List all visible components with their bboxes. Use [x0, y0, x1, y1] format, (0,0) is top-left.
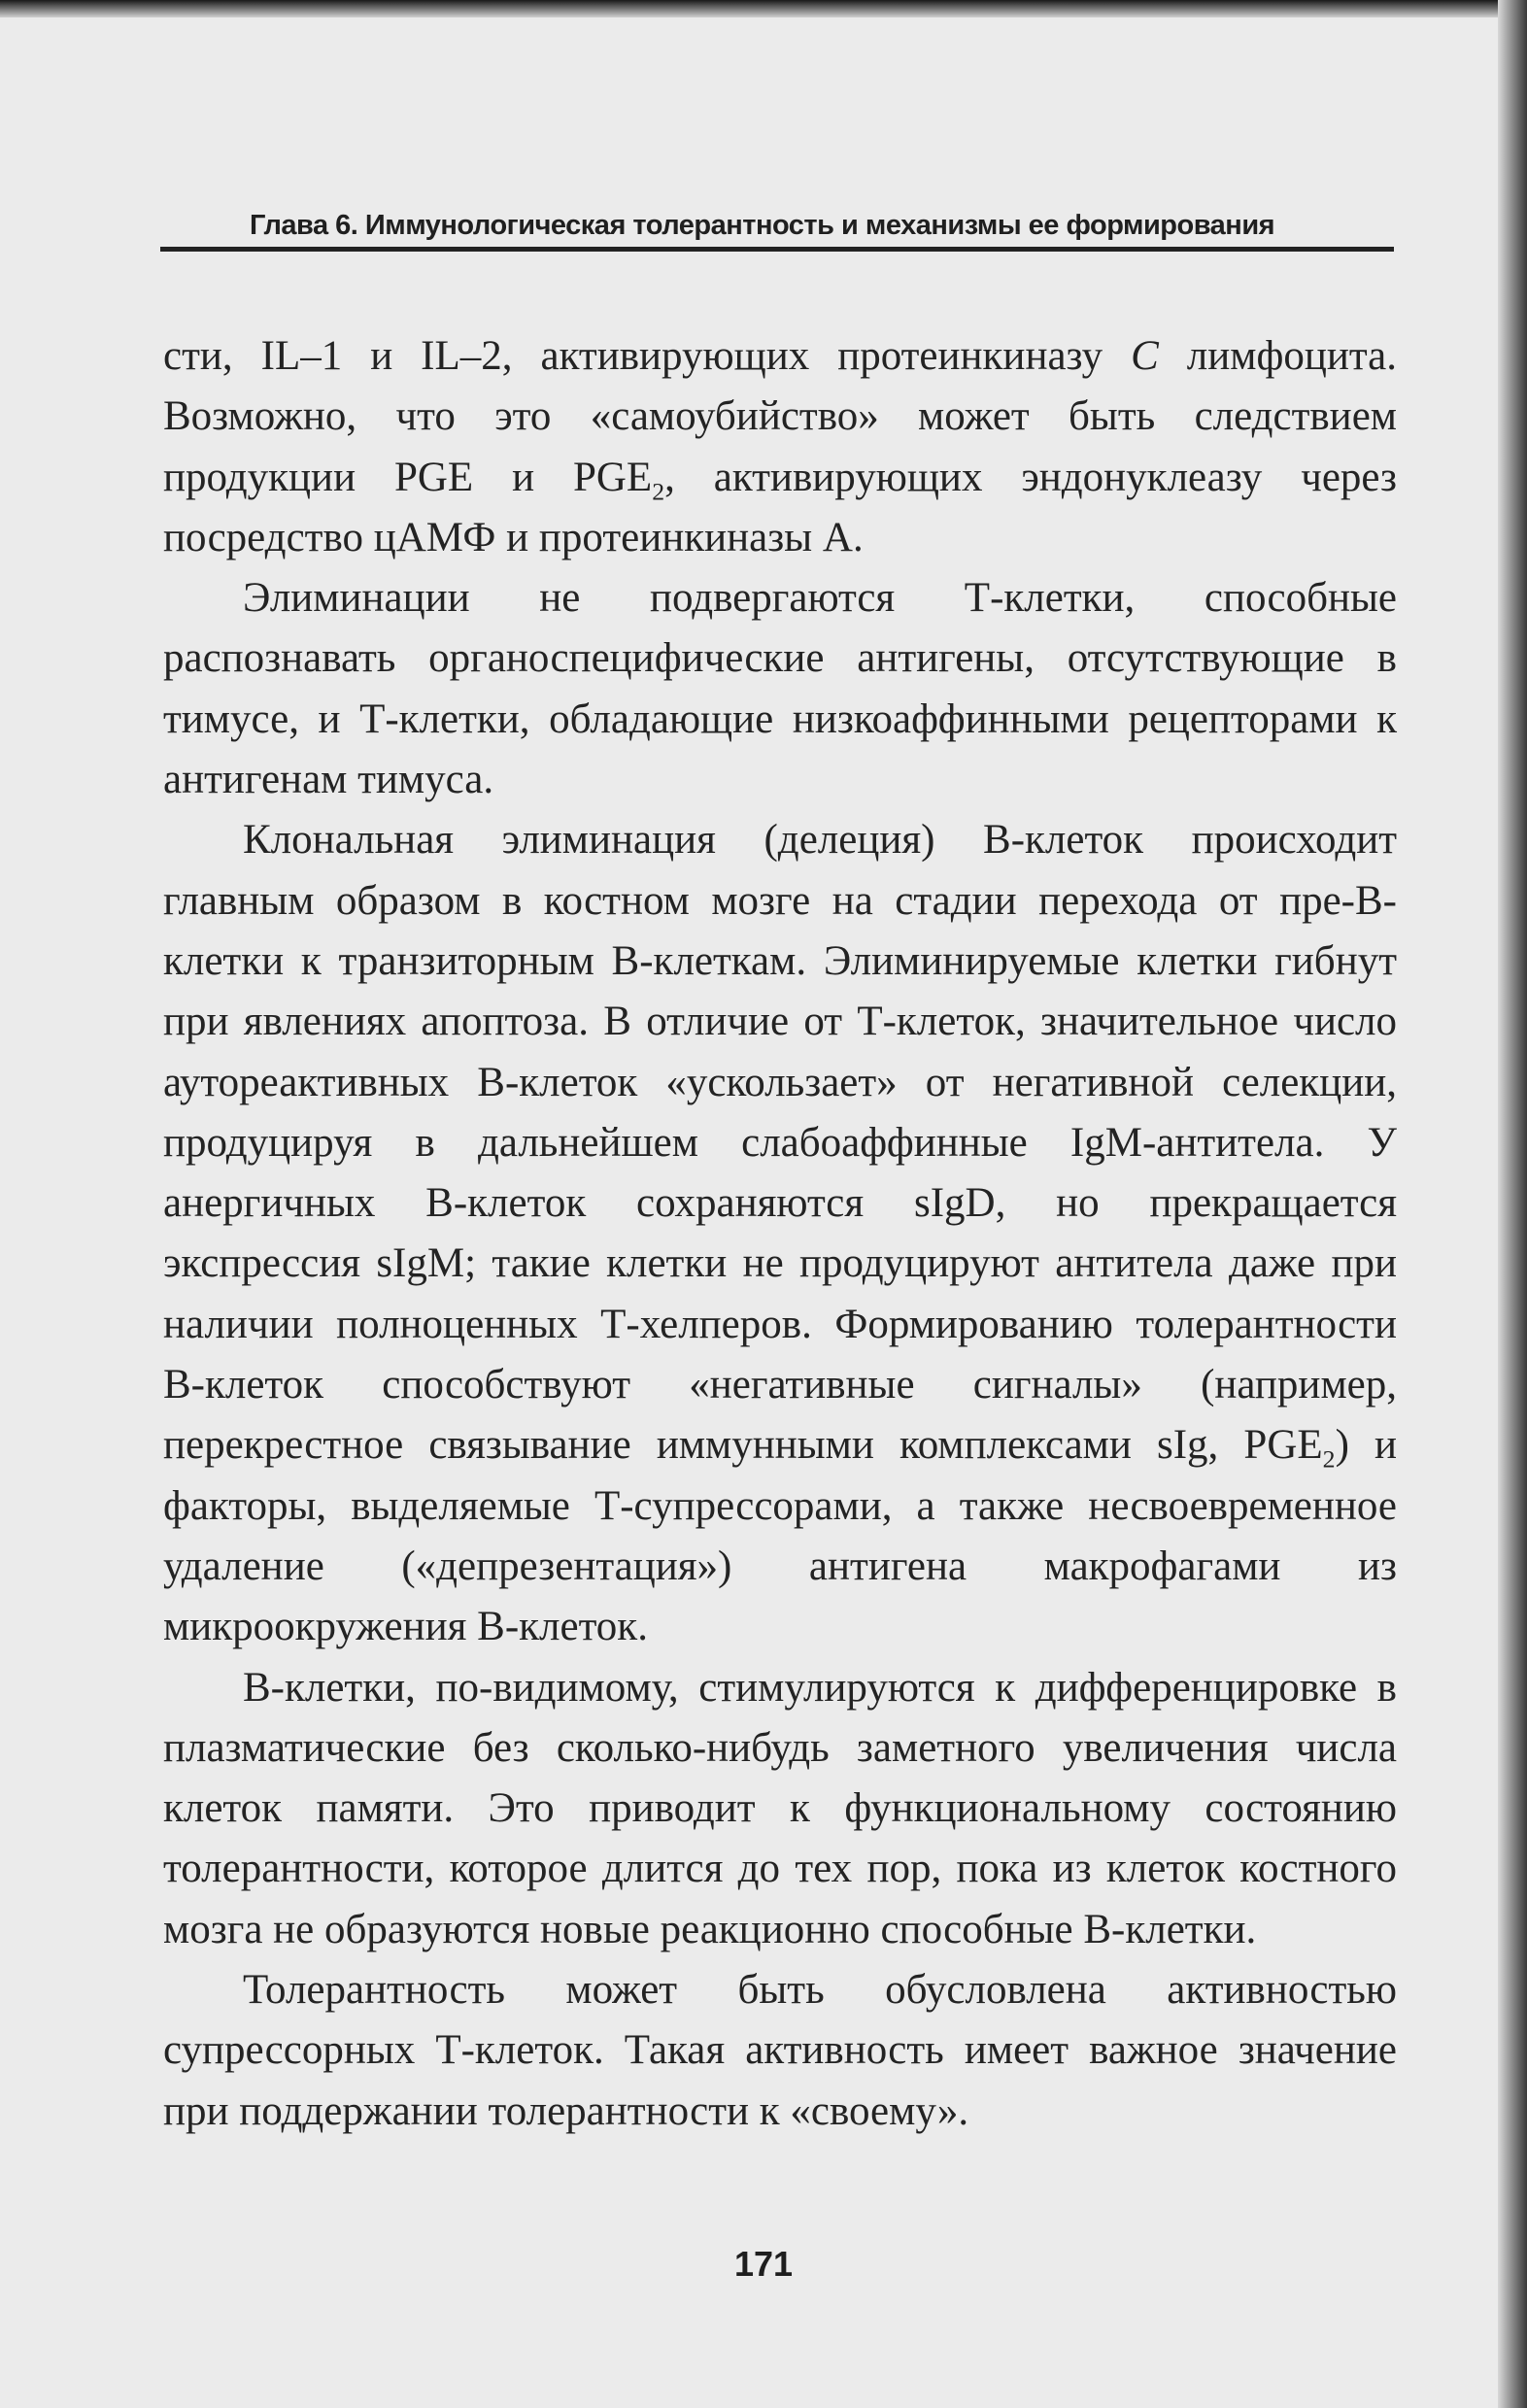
paragraph-5: [163, 1960, 1397, 2142]
page-body: [163, 326, 1397, 2142]
subscript: 2: [652, 477, 665, 506]
chapter-title: Глава 6. Иммунологическая толерантность и механизмы ее формирования: [250, 210, 1275, 241]
italic-letter: C: [1131, 333, 1159, 379]
paragraph-4: [163, 1658, 1397, 1960]
paragraph-1: [163, 326, 1397, 568]
subscript: 2: [1322, 1444, 1336, 1474]
text-segment: Клональная элиминация (делеция) В-клеток происходит главным образом в костном мозге на стадии перехода от пре-В-клетки к транзиторным В-клеткам. Элиминируемые клетки гибнут при явлениях апоптоза. В отличие от Т-клеток, значительное число аутореактивных В-клеток «ускользает» от негативной селекции, продуцируя в дальнейшем слабоаффинные IgM-антитела. У анергичных В-клеток сохраняются sIgD, но прекращается экспрессия sIgM; такие клетки не продуцируют антитела даже при наличии полноценных Т-хелперов. Формированию толерантности В-клеток способствуют «негативные сигналы» (например, перекрестное связывание иммунными комплексами sIg, PGE: [163, 817, 1397, 1469]
text-segment: Элиминации не подвергаются Т-клетки, способные распознавать органоспецифические антигены, отсутствующие в тимусе, и Т-клетки, обладающие низкоаффинными рецепторами к антигенам тимуса.: [163, 575, 1397, 803]
running-header: [160, 204, 1394, 254]
text-segment: В-клетки, по-видимому, стимулируются к дифференцировке в плазматические без сколько-нибудь заметного увеличения числа клеток памяти. Это приводит к функциональному состоянию толерантности, которое длится до тех пор, пока из клеток костного мозга не образуются новые реакционно способные В-клетки.: [163, 1664, 1397, 1952]
text-segment: лимфоцита. Возможно, что это «самоубийство» может быть следствием продукции PGE и PGE: [163, 333, 1397, 500]
text-segment: Толерантность может быть обусловлена активностью супрессорных Т-клеток. Такая активность имеет важное значение при поддержании толерантности к «своему».: [163, 1967, 1397, 2134]
page-number: 171: [733, 2244, 794, 2284]
scan-edge-top: [0, 0, 1527, 17]
scan-edge-right: [1498, 0, 1527, 2408]
text-segment: сти, IL–1 и IL–2, активирующих протеинкиназу: [163, 333, 1132, 379]
paragraph-2: [163, 568, 1397, 810]
header-rule: [160, 247, 1394, 252]
text-segment: , активирующих эндонуклеазу через посредство цАМФ и протеинкиназы А.: [163, 454, 1397, 560]
text-segment: ) и факторы, выделяемые Т-супрессорами, а также несвоевременное удаление («депрезентация») антигена макрофагами из микроокружения В-клеток.: [163, 1422, 1397, 1650]
paragraph-3: [163, 810, 1397, 1657]
